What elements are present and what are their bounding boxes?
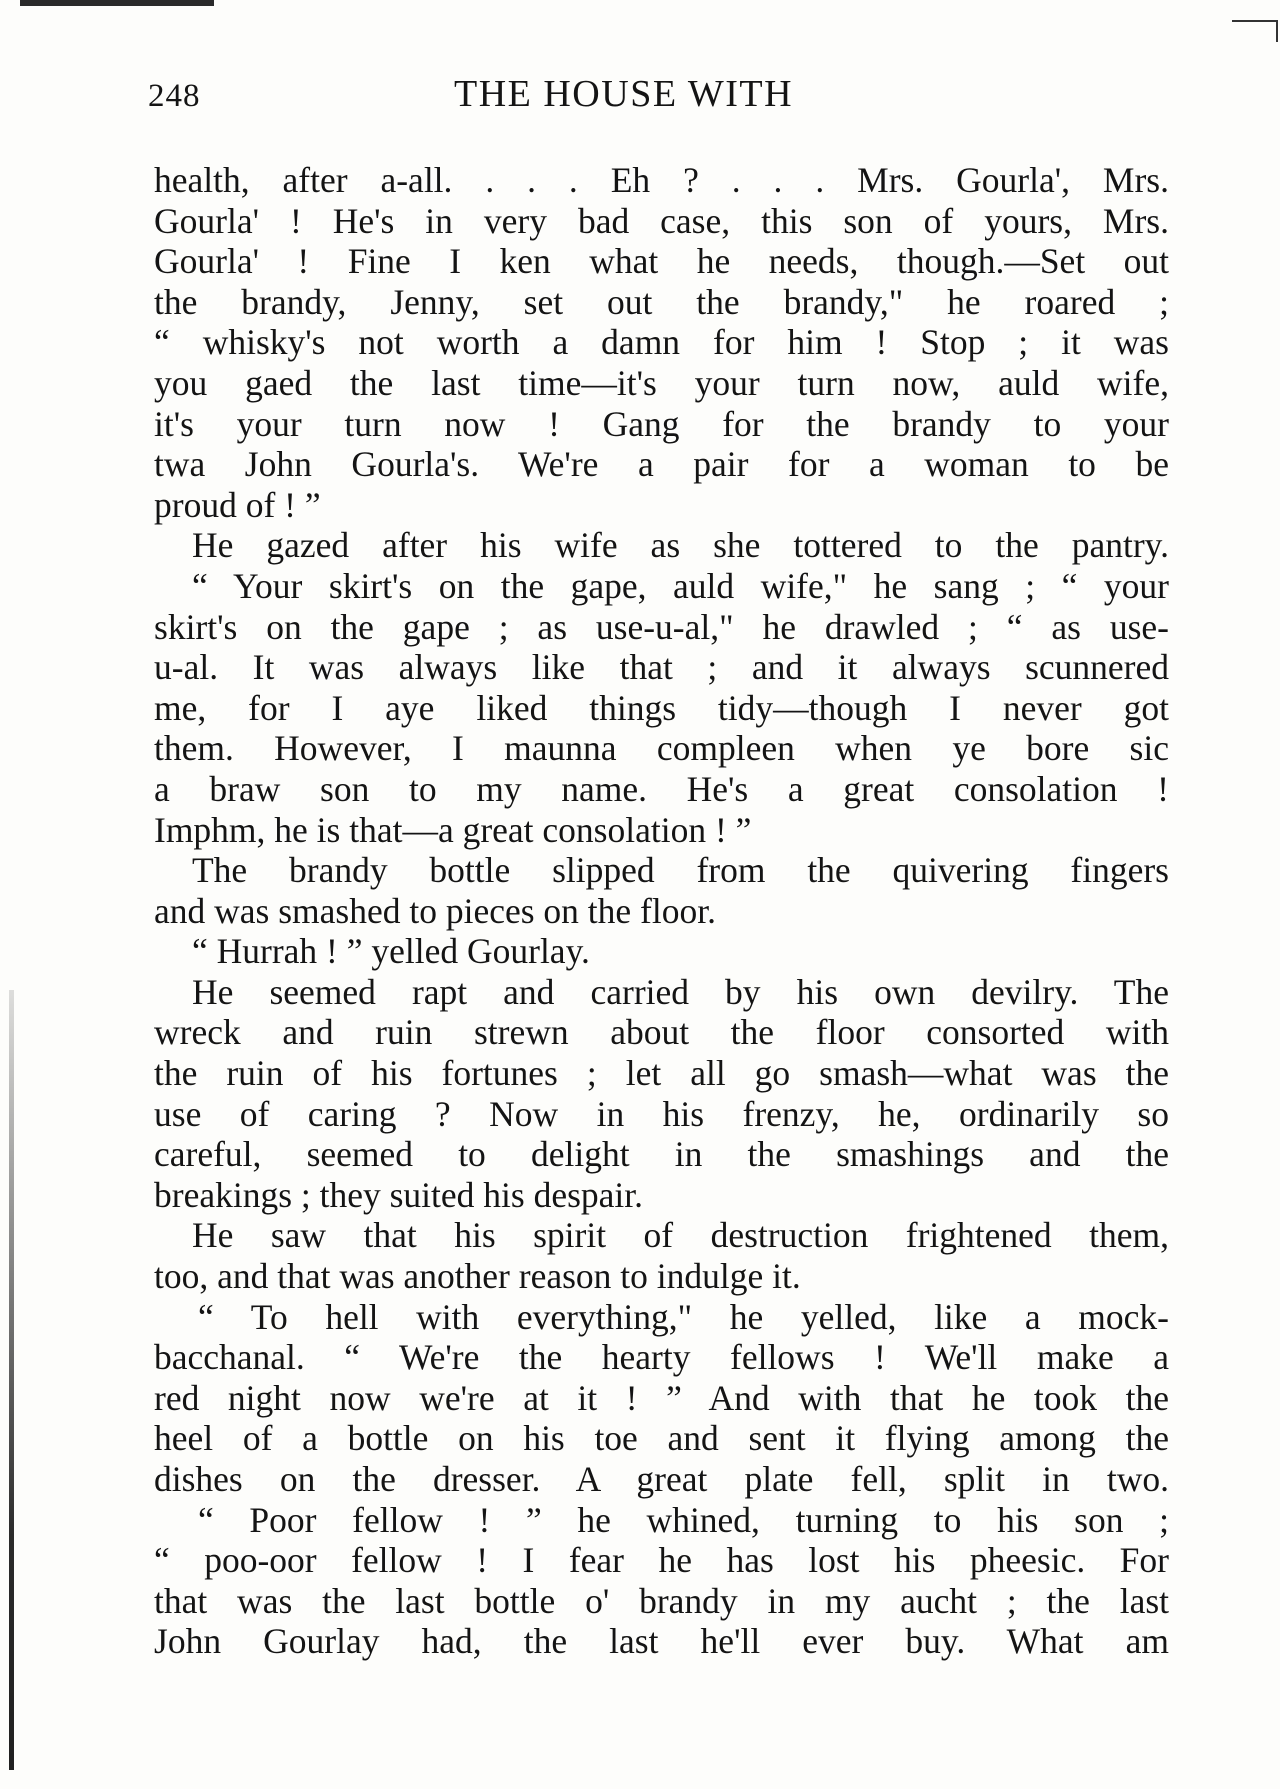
page-edge-shadow bbox=[9, 990, 14, 1770]
text-line: twa John Gourla's. We're a pair for a woman to be bbox=[154, 444, 1169, 485]
text-line: red night now we're at it ! ” And with that he took the bbox=[154, 1377, 1169, 1418]
text-line: and was smashed to pieces on the floor. bbox=[154, 890, 716, 931]
text-line: skirt's on the gape ; as use-u-al," he drawled ; “ as use- bbox=[154, 606, 1169, 647]
text-line: The brandy bottle slipped from the quivering fingers bbox=[192, 850, 1169, 891]
text-line: the ruin of his fortunes ; let all go smash—what was the bbox=[154, 1053, 1169, 1094]
text-line: John Gourlay had, the last he'll ever buy. What am bbox=[154, 1621, 1169, 1662]
text-line: proud of ! ” bbox=[154, 484, 321, 525]
top-rule bbox=[20, 0, 214, 6]
text-line: them. However, I maunna compleen when ye bore sic bbox=[154, 728, 1169, 769]
corner-mark bbox=[1276, 20, 1278, 42]
text-line: He saw that his spirit of destruction frightened them, bbox=[192, 1215, 1169, 1256]
body-text bbox=[154, 160, 1169, 1662]
text-line: a braw son to my name. He's a great consolation ! bbox=[154, 768, 1169, 809]
text-line: it's your turn now ! Gang for the brandy to your bbox=[154, 403, 1169, 444]
text-line: Imphm, he is that—a great consolation ! ” bbox=[154, 809, 752, 850]
text-line: health, after a-all. . . . Eh ? . . . Mrs. Gourla', Mrs. bbox=[154, 160, 1169, 200]
text-line: too, and that was another reason to indulge it. bbox=[154, 1256, 801, 1297]
text-line: “ whisky's not worth a damn for him ! Stop ; it was bbox=[154, 322, 1169, 363]
text-line: u-al. It was always like that ; and it always scunnered bbox=[154, 647, 1169, 688]
text-line: wreck and ruin strewn about the floor consorted with bbox=[154, 1012, 1169, 1053]
text-line: bacchanal. “ We're the hearty fellows ! We'll make a bbox=[154, 1337, 1169, 1378]
text-line: heel of a bottle on his toe and sent it flying among the bbox=[154, 1418, 1169, 1459]
text-line: He gazed after his wife as she tottered to the pantry. bbox=[192, 525, 1169, 566]
text-line: careful, seemed to delight in the smashings and the bbox=[154, 1134, 1169, 1175]
text-line: Gourla' ! He's in very bad case, this son of yours, Mrs. bbox=[154, 200, 1169, 241]
text-line: you gaed the last time—it's your turn now, auld wife, bbox=[154, 362, 1169, 403]
text-line: use of caring ? Now in his frenzy, he, ordinarily so bbox=[154, 1093, 1169, 1134]
text-line: the brandy, Jenny, set out the brandy," he roared ; bbox=[154, 281, 1169, 322]
text-line: “ Hurrah ! ” yelled Gourlay. bbox=[192, 931, 590, 972]
page-header bbox=[148, 72, 1148, 122]
text-line: that was the last bottle o' brandy in my aucht ; the last bbox=[154, 1580, 1169, 1621]
text-line: me, for I aye liked things tidy—though I never got bbox=[154, 687, 1169, 728]
text-line: “ Your skirt's on the gape, auld wife," he sang ; “ your bbox=[192, 565, 1169, 606]
text-line: “ To hell with everything," he yelled, like a mock- bbox=[198, 1296, 1169, 1337]
text-line: breakings ; they suited his despair. bbox=[154, 1174, 644, 1215]
page-number: 248 bbox=[148, 78, 201, 114]
text-line: dishes on the dresser. A great plate fell, split in two. bbox=[154, 1459, 1169, 1499]
text-line: Gourla' ! Fine I ken what he needs, though.—Set out bbox=[154, 241, 1169, 282]
text-line: “ Poor fellow ! ” he whined, turning to his son ; bbox=[198, 1499, 1169, 1540]
corner-mark bbox=[1232, 20, 1278, 22]
running-head: THE HOUSE WITH bbox=[454, 73, 794, 115]
text-line: He seemed rapt and carried by his own devilry. The bbox=[192, 971, 1169, 1012]
text-line: “ poo-oor fellow ! I fear he has lost his pheesic. For bbox=[154, 1540, 1169, 1581]
